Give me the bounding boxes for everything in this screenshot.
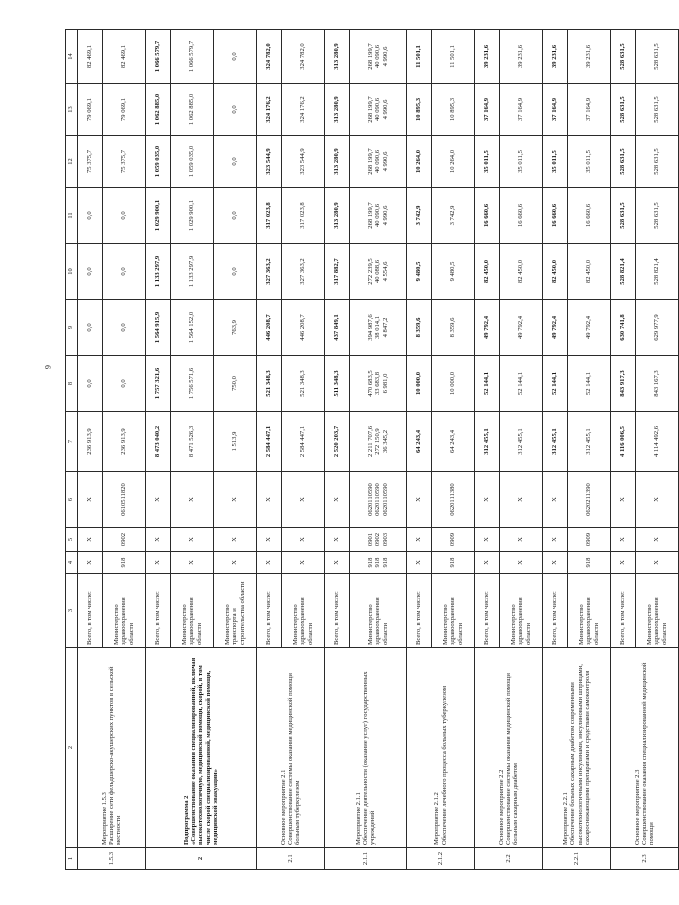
value-cell-rzpr: X xyxy=(611,528,636,552)
value-cell-v8: 521 348,3 xyxy=(282,356,325,412)
value-cell-v10: 9 480,5 xyxy=(407,244,432,300)
value-cell-csr: X xyxy=(611,472,636,528)
value-cell-csr: X xyxy=(257,472,282,528)
value-cell-v7: 2 584 447,1 xyxy=(257,412,282,472)
value-cell-v9: 630 741,8 xyxy=(611,300,636,356)
table-row xyxy=(407,30,432,870)
value-cell-v13: 324 176,2 xyxy=(257,84,282,136)
rotated-table-container xyxy=(65,30,668,870)
value-cell-v7: 312 455,1 xyxy=(568,412,611,472)
value-cell-v14: 324 782,0 xyxy=(257,30,282,84)
value-cell-v7: 236 913,9 xyxy=(103,412,146,472)
value-cell-v10: 82 450,0 xyxy=(568,244,611,300)
value-line: 4 990,6 xyxy=(381,205,389,226)
value-cell-rzpr xyxy=(350,528,407,552)
table-body xyxy=(78,30,679,870)
activity-name-cell: Мероприятие 2.1.2 Обеспечение лечебного процесса больных туберкулезом xyxy=(407,648,475,848)
page-number: 6 xyxy=(43,365,52,369)
value-cell-v9: 629 977,9 xyxy=(636,300,679,356)
value-cell-v8: 843 167,3 xyxy=(636,356,679,412)
value-cell-v10: 317 882,7 xyxy=(325,244,350,300)
value-cell-v9: 0,0 xyxy=(78,300,103,356)
column-header-2: 2 xyxy=(66,648,78,848)
value-line: 918 xyxy=(374,557,382,568)
value-cell-v10 xyxy=(350,244,407,300)
value-cell-rzpr: X xyxy=(500,528,543,552)
value-line: 394 987,6 xyxy=(367,314,375,341)
value-cell-v11: 16 660,6 xyxy=(500,188,543,244)
value-line: 272 150,9 xyxy=(374,428,382,455)
value-cell-v10: 82 450,0 xyxy=(500,244,543,300)
responsible-cell: Всего, в том числе: xyxy=(543,574,568,648)
value-cell-csr: X xyxy=(214,472,257,528)
activity-name-cell: Подпрограмма 2 «Совершенствование оказания специализированной, включая высокотехнологичную, медицинской помощи, скорой, в том числе скорой специализированной, медицинской помощи, медицинской эвакуации» xyxy=(146,648,257,848)
column-header-10: 10 xyxy=(66,244,78,300)
responsible-cell: Всего, в том числе: xyxy=(407,574,432,648)
value-cell-v11: 16 660,6 xyxy=(543,188,568,244)
value-cell-v14: 0,0 xyxy=(214,30,257,84)
value-cell-grbs: X xyxy=(282,552,325,574)
activity-name-cell: Мероприятие 1.5.3 Расширение сети фельдшерско-акушерских пунктов в сельской местности xyxy=(78,648,146,848)
value-cell-grbs: X xyxy=(171,552,214,574)
responsible-cell: Министерство здравоохранения области xyxy=(171,574,214,648)
value-line: 33 683,8 xyxy=(374,371,382,396)
financing-table xyxy=(65,29,679,870)
value-cell-v8: 52 144,1 xyxy=(475,356,500,412)
value-cell-grbs: 918 xyxy=(103,552,146,574)
value-cell-v9: 446 208,7 xyxy=(282,300,325,356)
value-cell-v10: 528 821,4 xyxy=(636,244,679,300)
value-cell-csr: X xyxy=(407,472,432,528)
rotated-page-frame xyxy=(65,30,668,870)
value-cell-v13: 37 164,9 xyxy=(543,84,568,136)
column-header-11: 11 xyxy=(66,188,78,244)
value-cell-v9: 446 208,7 xyxy=(257,300,282,356)
value-cell-v12: 35 011,5 xyxy=(500,136,543,188)
value-line: 40 090,6 xyxy=(374,149,382,174)
value-cell-v8: 10 000,0 xyxy=(407,356,432,412)
value-cell-v14: 528 631,5 xyxy=(611,30,636,84)
value-cell-rzpr: X xyxy=(282,528,325,552)
activity-name-cell: Основное мероприятие 2.2 Совершенствование системы оказания медицинской помощи больным сахарным диабетом xyxy=(475,648,543,848)
value-cell-v11: 16 660,6 xyxy=(475,188,500,244)
activity-name-cell: Мероприятие 2.2.1 Обеспечение больных сахарным диабетом современными высокотехнологичными инсулинами, инсулиновыми шприцами, сахароснижающими препаратами и средствами самоконтроля xyxy=(543,648,611,848)
column-header-4: 4 xyxy=(66,552,78,574)
value-cell-v10: 1 133 297,9 xyxy=(146,244,171,300)
value-cell-v9: 49 792,4 xyxy=(568,300,611,356)
value-line: 268 199,7 xyxy=(367,202,375,229)
value-cell-v11: 3 742,9 xyxy=(407,188,432,244)
value-cell-v12: 528 631,5 xyxy=(636,136,679,188)
value-cell-grbs: X xyxy=(407,552,432,574)
value-line: 268 199,7 xyxy=(367,43,375,70)
value-cell-v12: 35 011,5 xyxy=(568,136,611,188)
value-cell-v7: 8 471 526,3 xyxy=(171,412,214,472)
value-cell-v14: 324 782,0 xyxy=(282,30,325,84)
value-cell-v8: 1 756 571,6 xyxy=(171,356,214,412)
value-cell-csr: X xyxy=(475,472,500,528)
value-cell-grbs: X xyxy=(78,552,103,574)
value-line: 40 090,6 xyxy=(374,203,382,228)
value-cell-v13: 10 895,3 xyxy=(432,84,475,136)
value-cell-v14: 1 066 579,7 xyxy=(171,30,214,84)
table-row xyxy=(325,30,350,870)
row-number-cell: 2 xyxy=(146,848,257,870)
value-cell-csr xyxy=(350,472,407,528)
value-cell-v7: 4 116 006,5 xyxy=(611,412,636,472)
value-cell-v7: 4 114 492,6 xyxy=(636,412,679,472)
value-cell-v7: 236 913,9 xyxy=(78,412,103,472)
value-cell-csr: 0610511820 xyxy=(103,472,146,528)
value-cell-v14: 39 231,6 xyxy=(568,30,611,84)
responsible-cell: Министерство здравоохранения области xyxy=(636,574,679,648)
value-line: 0902 xyxy=(374,532,382,547)
row-number-cell: 2.1.2 xyxy=(407,848,475,870)
value-line: 470 683,5 xyxy=(367,370,375,397)
value-line: 36 345,2 xyxy=(381,429,389,454)
value-cell-v12: 0,0 xyxy=(214,136,257,188)
value-cell-v11: 0,0 xyxy=(78,188,103,244)
value-cell-grbs xyxy=(350,552,407,574)
value-cell-v13: 37 164,9 xyxy=(500,84,543,136)
table-row xyxy=(146,30,171,870)
value-cell-rzpr: X xyxy=(325,528,350,552)
value-cell-v13: 0,0 xyxy=(214,84,257,136)
value-cell-v9: 8 359,6 xyxy=(407,300,432,356)
value-line: 4 847,2 xyxy=(381,317,389,338)
value-cell-v12: 10 264,0 xyxy=(432,136,475,188)
value-cell-rzpr: X xyxy=(636,528,679,552)
value-cell-rzpr: X xyxy=(214,528,257,552)
value-cell-v11 xyxy=(350,188,407,244)
responsible-cell: Министерство здравоохранения области xyxy=(103,574,146,648)
value-line: 0901 xyxy=(367,532,375,547)
value-cell-rzpr: X xyxy=(171,528,214,552)
value-cell-v14: 313 280,9 xyxy=(325,30,350,84)
value-cell-csr: X xyxy=(636,472,679,528)
value-cell-v8: 511 348,3 xyxy=(325,356,350,412)
value-cell-v9: 49 792,4 xyxy=(475,300,500,356)
value-cell-v11: 16 660,6 xyxy=(568,188,611,244)
value-line: 40 090,6 xyxy=(374,97,382,122)
value-cell-v12: 75 375,7 xyxy=(78,136,103,188)
activity-name-cell: Мероприятие 2.1.1 Обеспечение деятельности (оказание услуг) государственных учреждений xyxy=(325,648,407,848)
table-row xyxy=(611,30,636,870)
value-cell-v7: 64 243,4 xyxy=(432,412,475,472)
value-cell-grbs: X xyxy=(611,552,636,574)
row-number-cell: 2.1.1 xyxy=(325,848,407,870)
table-row xyxy=(475,30,500,870)
value-cell-v8: 52 144,1 xyxy=(568,356,611,412)
value-cell-v14: 11 501,1 xyxy=(407,30,432,84)
value-cell-v11: 528 631,5 xyxy=(636,188,679,244)
value-cell-v8 xyxy=(350,356,407,412)
value-cell-csr: 0620211390 xyxy=(568,472,611,528)
value-cell-v7: 312 455,1 xyxy=(475,412,500,472)
value-cell-v11: 0,0 xyxy=(214,188,257,244)
value-cell-v7: 64 243,4 xyxy=(407,412,432,472)
value-cell-csr: X xyxy=(171,472,214,528)
value-line: 2 211 707,6 xyxy=(367,425,375,458)
value-cell-v13: 10 895,3 xyxy=(407,84,432,136)
value-cell-grbs: X xyxy=(325,552,350,574)
value-cell-csr: X xyxy=(282,472,325,528)
value-cell-v12 xyxy=(350,136,407,188)
value-cell-v13: 1 062 885,0 xyxy=(146,84,171,136)
column-header-13: 13 xyxy=(66,84,78,136)
value-cell-v9: 49 792,4 xyxy=(500,300,543,356)
table-row xyxy=(543,30,568,870)
value-line: 268 199,7 xyxy=(367,96,375,123)
responsible-cell: Всего, в том числе: xyxy=(325,574,350,648)
value-cell-v12: 10 264,0 xyxy=(407,136,432,188)
value-cell-v12: 75 375,7 xyxy=(103,136,146,188)
value-cell-v11: 1 029 900,1 xyxy=(146,188,171,244)
responsible-cell: Всего, в том числе: xyxy=(78,574,103,648)
value-cell-grbs: X xyxy=(636,552,679,574)
value-cell-v10: 1 133 297,9 xyxy=(171,244,214,300)
value-cell-csr: 0620111380 xyxy=(432,472,475,528)
responsible-cell: Министерство здравоохранения области xyxy=(282,574,325,648)
column-header-1: 1 xyxy=(66,848,78,870)
value-cell-v12: 35 011,5 xyxy=(543,136,568,188)
responsible-cell: Министерство здравоохранения области xyxy=(432,574,475,648)
value-line: 4 990,6 xyxy=(381,151,389,172)
value-cell-v14: 39 231,6 xyxy=(500,30,543,84)
table-row xyxy=(78,30,103,870)
value-cell-v8: 0,0 xyxy=(78,356,103,412)
value-cell-v13: 37 164,9 xyxy=(475,84,500,136)
value-cell-v14: 39 231,6 xyxy=(543,30,568,84)
value-cell-grbs: X xyxy=(475,552,500,574)
value-cell-v7: 312 455,1 xyxy=(500,412,543,472)
value-cell-v12: 1 059 035,0 xyxy=(171,136,214,188)
value-cell-grbs: 918 xyxy=(568,552,611,574)
value-cell-v12: 323 544,9 xyxy=(257,136,282,188)
value-cell-v7: 1 513,9 xyxy=(214,412,257,472)
value-cell-v9: 8 359,6 xyxy=(432,300,475,356)
row-number-cell: 2.2 xyxy=(475,848,543,870)
value-cell-v11: 0,0 xyxy=(103,188,146,244)
value-cell-v14 xyxy=(350,30,407,84)
responsible-cell: Министерство транспорта и строительства области xyxy=(214,574,257,648)
value-cell-v14: 11 501,1 xyxy=(432,30,475,84)
value-cell-v12: 323 544,9 xyxy=(282,136,325,188)
value-cell-v10: 327 363,2 xyxy=(282,244,325,300)
value-cell-v10: 327 363,2 xyxy=(257,244,282,300)
value-cell-rzpr: X xyxy=(543,528,568,552)
value-cell-rzpr: X xyxy=(146,528,171,552)
value-cell-v14: 1 066 579,7 xyxy=(146,30,171,84)
value-line: 918 xyxy=(367,557,375,568)
responsible-cell: Всего, в том числе: xyxy=(475,574,500,648)
value-line: 0620110590 xyxy=(381,483,389,516)
activity-name-cell: Основное мероприятие 2.3 Совершенствование оказания специализированной медицинской помощи xyxy=(611,648,679,848)
value-cell-v11: 317 023,8 xyxy=(282,188,325,244)
value-cell-rzpr: 0909 xyxy=(432,528,475,552)
value-cell-v11: 1 029 900,1 xyxy=(171,188,214,244)
row-number-cell: 1.5.3 xyxy=(78,848,146,870)
value-cell-v11: 317 023,8 xyxy=(257,188,282,244)
value-cell-csr: X xyxy=(500,472,543,528)
value-cell-grbs: X xyxy=(543,552,568,574)
column-header-7: 7 xyxy=(66,412,78,472)
value-cell-v8: 10 000,0 xyxy=(432,356,475,412)
value-cell-v8: 750,0 xyxy=(214,356,257,412)
value-line: 918 xyxy=(381,557,389,568)
value-cell-rzpr: 0909 xyxy=(568,528,611,552)
value-cell-v8: 52 144,1 xyxy=(500,356,543,412)
value-cell-v13: 324 176,2 xyxy=(282,84,325,136)
value-cell-v13: 79 069,1 xyxy=(78,84,103,136)
value-cell-v13 xyxy=(350,84,407,136)
column-header-8: 8 xyxy=(66,356,78,412)
value-cell-v14: 82 469,1 xyxy=(103,30,146,84)
value-line: 272 239,5 xyxy=(367,258,375,285)
column-header-6: 6 xyxy=(66,472,78,528)
value-cell-v9: 1 564 915,9 xyxy=(146,300,171,356)
value-line: 0620110590 xyxy=(367,483,375,516)
value-cell-csr: X xyxy=(146,472,171,528)
row-number-cell: 2.1 xyxy=(257,848,325,870)
value-cell-csr: X xyxy=(543,472,568,528)
value-cell-v12: 528 631,5 xyxy=(611,136,636,188)
value-cell-v11: 528 631,5 xyxy=(611,188,636,244)
value-cell-v8: 0,0 xyxy=(103,356,146,412)
value-cell-grbs: X xyxy=(257,552,282,574)
value-cell-v10: 9 480,5 xyxy=(432,244,475,300)
activity-name-cell: Основное мероприятие 2.1 Совершенствование системы оказания медицинской помощи больным туберкулезом xyxy=(257,648,325,848)
value-cell-v11: 3 742,9 xyxy=(432,188,475,244)
value-line: 4 990,6 xyxy=(381,46,389,67)
responsible-cell: Министерство здравоохранения области xyxy=(350,574,407,648)
value-cell-v9: 763,9 xyxy=(214,300,257,356)
value-cell-rzpr: X xyxy=(475,528,500,552)
value-cell-v9: 49 792,4 xyxy=(543,300,568,356)
value-cell-v10: 528 821,4 xyxy=(611,244,636,300)
column-header-12: 12 xyxy=(66,136,78,188)
value-cell-v14: 39 231,6 xyxy=(475,30,500,84)
value-line: 0903 xyxy=(381,532,389,547)
responsible-cell: Министерство здравоохранения области xyxy=(500,574,543,648)
row-number-cell: 2.3 xyxy=(611,848,679,870)
value-line: 4 990,6 xyxy=(381,99,389,120)
value-cell-v10: 82 450,0 xyxy=(475,244,500,300)
column-number-row xyxy=(66,30,78,870)
value-cell-v14: 528 631,5 xyxy=(636,30,679,84)
column-header-5: 5 xyxy=(66,528,78,552)
value-cell-v10: 0,0 xyxy=(214,244,257,300)
responsible-cell: Всего, в том числе: xyxy=(611,574,636,648)
value-cell-v10: 0,0 xyxy=(103,244,146,300)
value-line: 40 088,6 xyxy=(374,259,382,284)
value-line: 4 554,6 xyxy=(381,261,389,282)
value-cell-v7: 2 584 447,1 xyxy=(282,412,325,472)
value-cell-v12: 35 011,5 xyxy=(475,136,500,188)
value-cell-grbs: X xyxy=(500,552,543,574)
responsible-cell: Министерство здравоохранения области xyxy=(568,574,611,648)
value-cell-v10: 82 450,0 xyxy=(543,244,568,300)
value-cell-v8: 1 757 321,6 xyxy=(146,356,171,412)
value-cell-v13: 313 280,9 xyxy=(325,84,350,136)
value-cell-v9 xyxy=(350,300,407,356)
value-line: 38 014,1 xyxy=(374,315,382,340)
value-line: 40 090,6 xyxy=(374,44,382,69)
value-cell-v9: 0,0 xyxy=(103,300,146,356)
responsible-cell: Всего, в том числе: xyxy=(257,574,282,648)
value-cell-rzpr: X xyxy=(407,528,432,552)
value-cell-v13: 79 069,1 xyxy=(103,84,146,136)
value-cell-grbs: X xyxy=(146,552,171,574)
value-cell-v8: 52 144,1 xyxy=(543,356,568,412)
value-cell-rzpr: X xyxy=(257,528,282,552)
column-header-3: 3 xyxy=(66,574,78,648)
value-cell-v8: 521 348,3 xyxy=(257,356,282,412)
value-cell-v13: 1 062 885,0 xyxy=(171,84,214,136)
value-cell-v7 xyxy=(350,412,407,472)
value-cell-v13: 528 631,5 xyxy=(611,84,636,136)
value-cell-v9: 1 564 152,0 xyxy=(171,300,214,356)
value-cell-csr: X xyxy=(325,472,350,528)
value-cell-v13: 528 631,5 xyxy=(636,84,679,136)
value-line: 6 981,0 xyxy=(381,373,389,394)
value-cell-v14: 82 469,1 xyxy=(78,30,103,84)
row-number-cell: 2.2.1 xyxy=(543,848,611,870)
value-cell-v12: 1 059 035,0 xyxy=(146,136,171,188)
value-line: 268 199,7 xyxy=(367,148,375,175)
value-cell-csr: X xyxy=(78,472,103,528)
value-cell-v11: 313 280,9 xyxy=(325,188,350,244)
value-cell-v10: 0,0 xyxy=(78,244,103,300)
responsible-cell: Всего, в том числе: xyxy=(146,574,171,648)
value-cell-v8: 843 917,3 xyxy=(611,356,636,412)
column-header-14: 14 xyxy=(66,30,78,84)
value-cell-v13: 37 164,9 xyxy=(568,84,611,136)
value-line: 0620110590 xyxy=(374,483,382,516)
column-header-9: 9 xyxy=(66,300,78,356)
value-cell-rzpr: X xyxy=(78,528,103,552)
value-cell-v9: 437 849,1 xyxy=(325,300,350,356)
value-cell-v12: 313 280,9 xyxy=(325,136,350,188)
value-cell-rzpr: 0902 xyxy=(103,528,146,552)
value-cell-v7: 312 455,1 xyxy=(543,412,568,472)
value-cell-grbs: 918 xyxy=(432,552,475,574)
value-cell-grbs: X xyxy=(214,552,257,574)
table-row xyxy=(257,30,282,870)
value-cell-v7: 2 520 203,7 xyxy=(325,412,350,472)
value-cell-v7: 8 473 040,2 xyxy=(146,412,171,472)
